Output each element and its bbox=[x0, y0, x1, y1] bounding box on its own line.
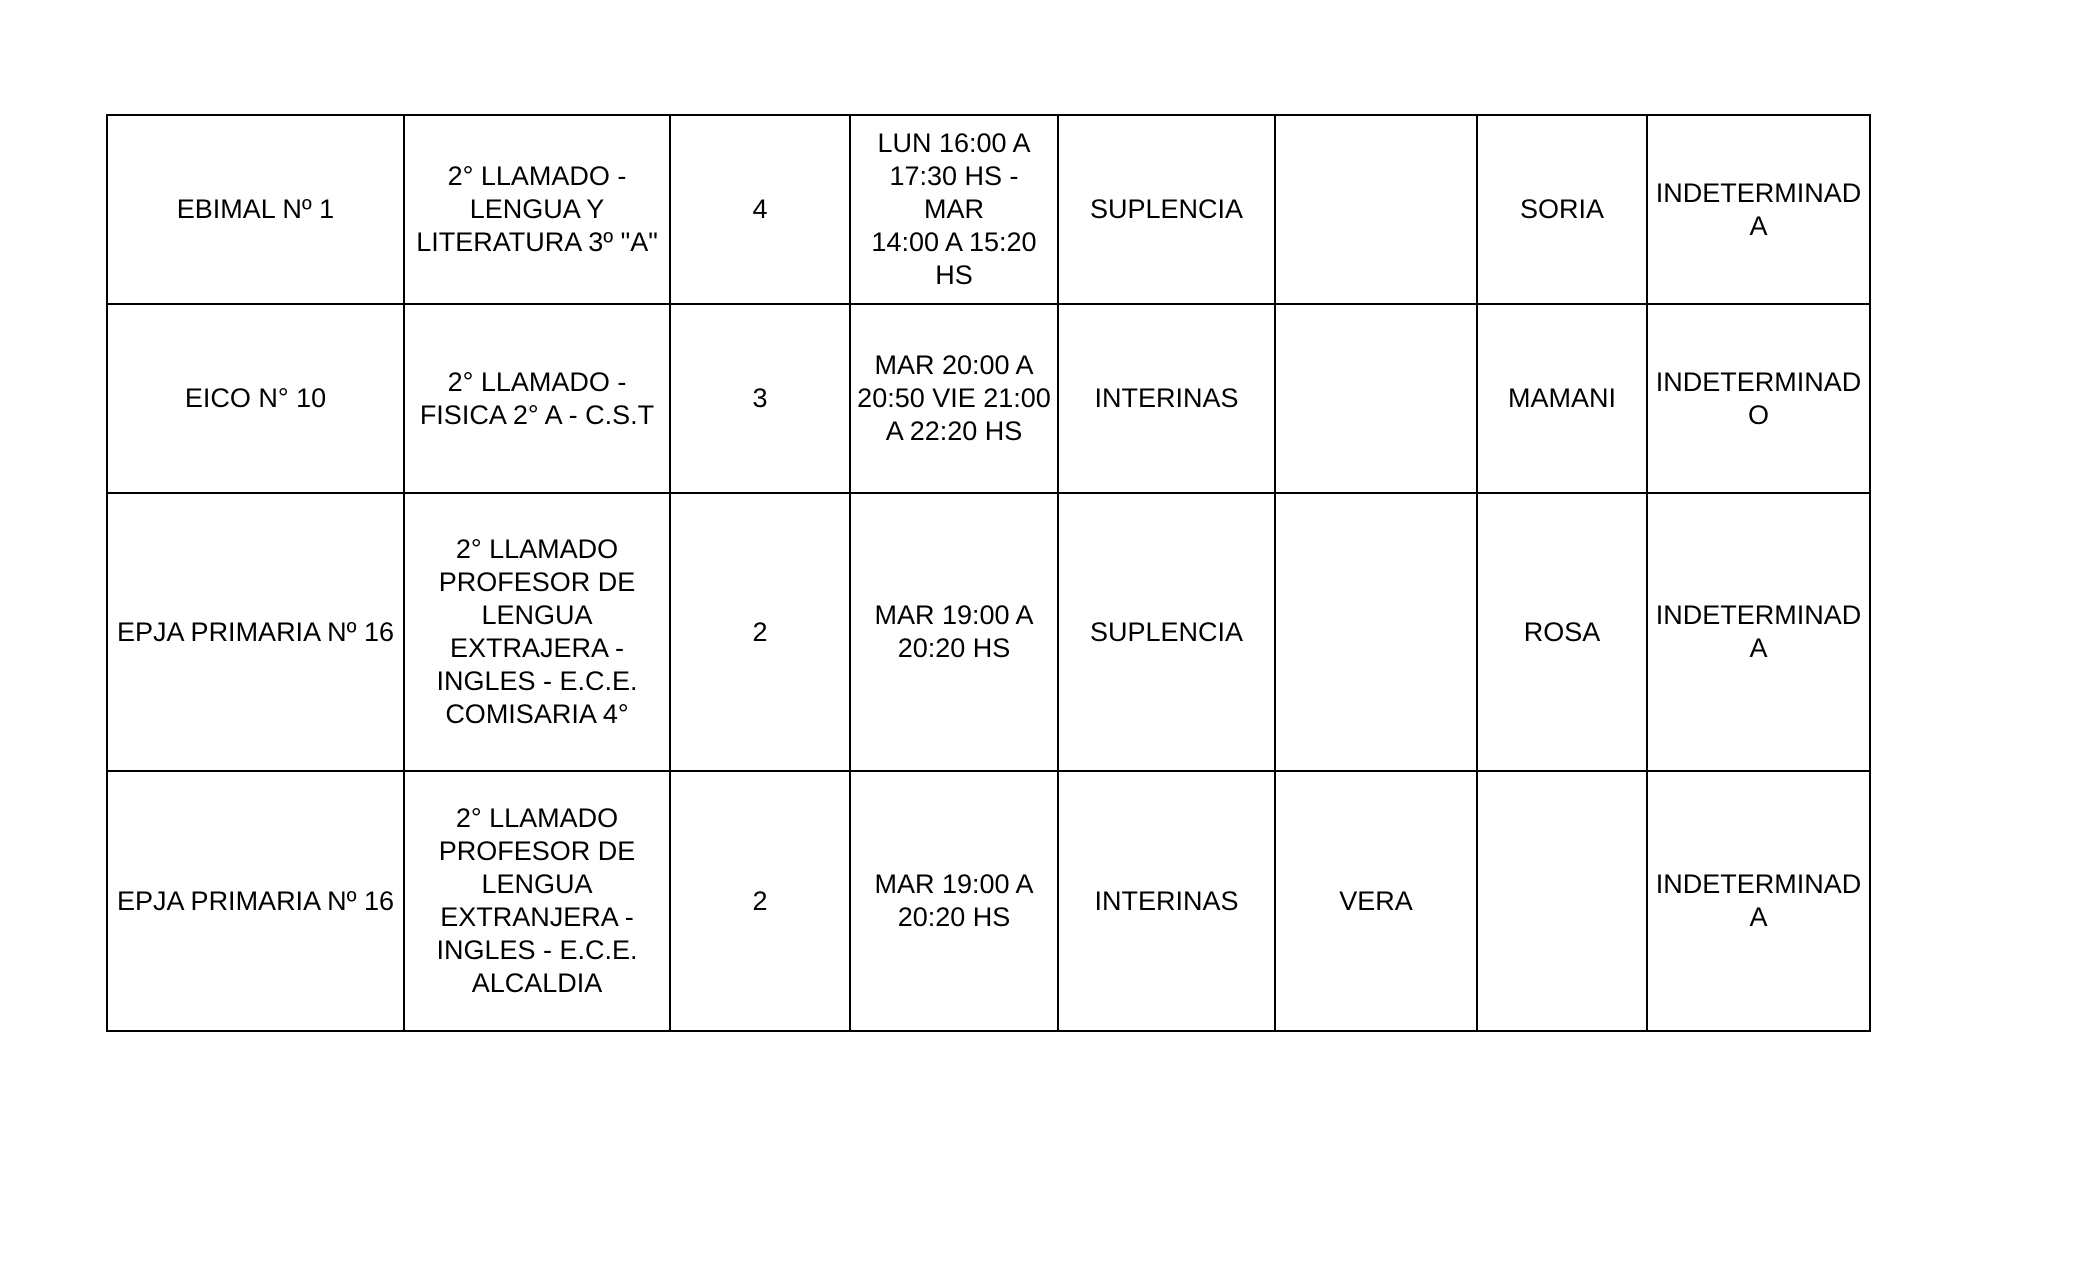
name-cell-a bbox=[1275, 115, 1477, 304]
name-cell-a bbox=[1275, 493, 1477, 771]
school-cell: EPJA PRIMARIA Nº 16 bbox=[107, 771, 404, 1031]
table-row bbox=[107, 493, 1870, 771]
name-cell-a: VERA bbox=[1275, 771, 1477, 1031]
schedule-cell: MAR 19:00 A 20:20 HS bbox=[850, 771, 1058, 1031]
duration-cell: INDETERMINAD A bbox=[1647, 771, 1870, 1031]
type-cell: SUPLENCIA bbox=[1058, 493, 1275, 771]
call-cell: 2° LLAMADO PROFESOR DE LENGUA EXTRAJERA - INGLES - E.C.E. COMISARIA 4° bbox=[404, 493, 670, 771]
table-row bbox=[107, 304, 1870, 493]
hours-cell: 2 bbox=[670, 493, 850, 771]
call-cell: 2° LLAMADO - FISICA 2° A - C.S.T bbox=[404, 304, 670, 493]
call-cell: 2° LLAMADO PROFESOR DE LENGUA EXTRANJERA - INGLES - E.C.E. ALCALDIA bbox=[404, 771, 670, 1031]
type-cell: INTERINAS bbox=[1058, 304, 1275, 493]
hours-cell: 2 bbox=[670, 771, 850, 1031]
table-row bbox=[107, 115, 1870, 304]
schedule-cell: MAR 20:00 A 20:50 VIE 21:00 A 22:20 HS bbox=[850, 304, 1058, 493]
duration-cell: INDETERMINAD A bbox=[1647, 493, 1870, 771]
name-cell-b: ROSA bbox=[1477, 493, 1647, 771]
type-cell: SUPLENCIA bbox=[1058, 115, 1275, 304]
duration-cell: INDETERMINAD O bbox=[1647, 304, 1870, 493]
table-row bbox=[107, 771, 1870, 1031]
assignments-table bbox=[106, 114, 1871, 1032]
type-cell: INTERINAS bbox=[1058, 771, 1275, 1031]
duration-cell: INDETERMINAD A bbox=[1647, 115, 1870, 304]
hours-cell: 3 bbox=[670, 304, 850, 493]
name-cell-b bbox=[1477, 771, 1647, 1031]
school-cell: EPJA PRIMARIA Nº 16 bbox=[107, 493, 404, 771]
schedule-cell: LUN 16:00 A 17:30 HS - MAR 14:00 A 15:20 HS bbox=[850, 115, 1058, 304]
name-cell-b: MAMANI bbox=[1477, 304, 1647, 493]
call-cell: 2° LLAMADO - LENGUA Y LITERATURA 3º "A" bbox=[404, 115, 670, 304]
school-cell: EBIMAL Nº 1 bbox=[107, 115, 404, 304]
hours-cell: 4 bbox=[670, 115, 850, 304]
name-cell-a bbox=[1275, 304, 1477, 493]
schedule-cell: MAR 19:00 A 20:20 HS bbox=[850, 493, 1058, 771]
school-cell: EICO N° 10 bbox=[107, 304, 404, 493]
name-cell-b: SORIA bbox=[1477, 115, 1647, 304]
